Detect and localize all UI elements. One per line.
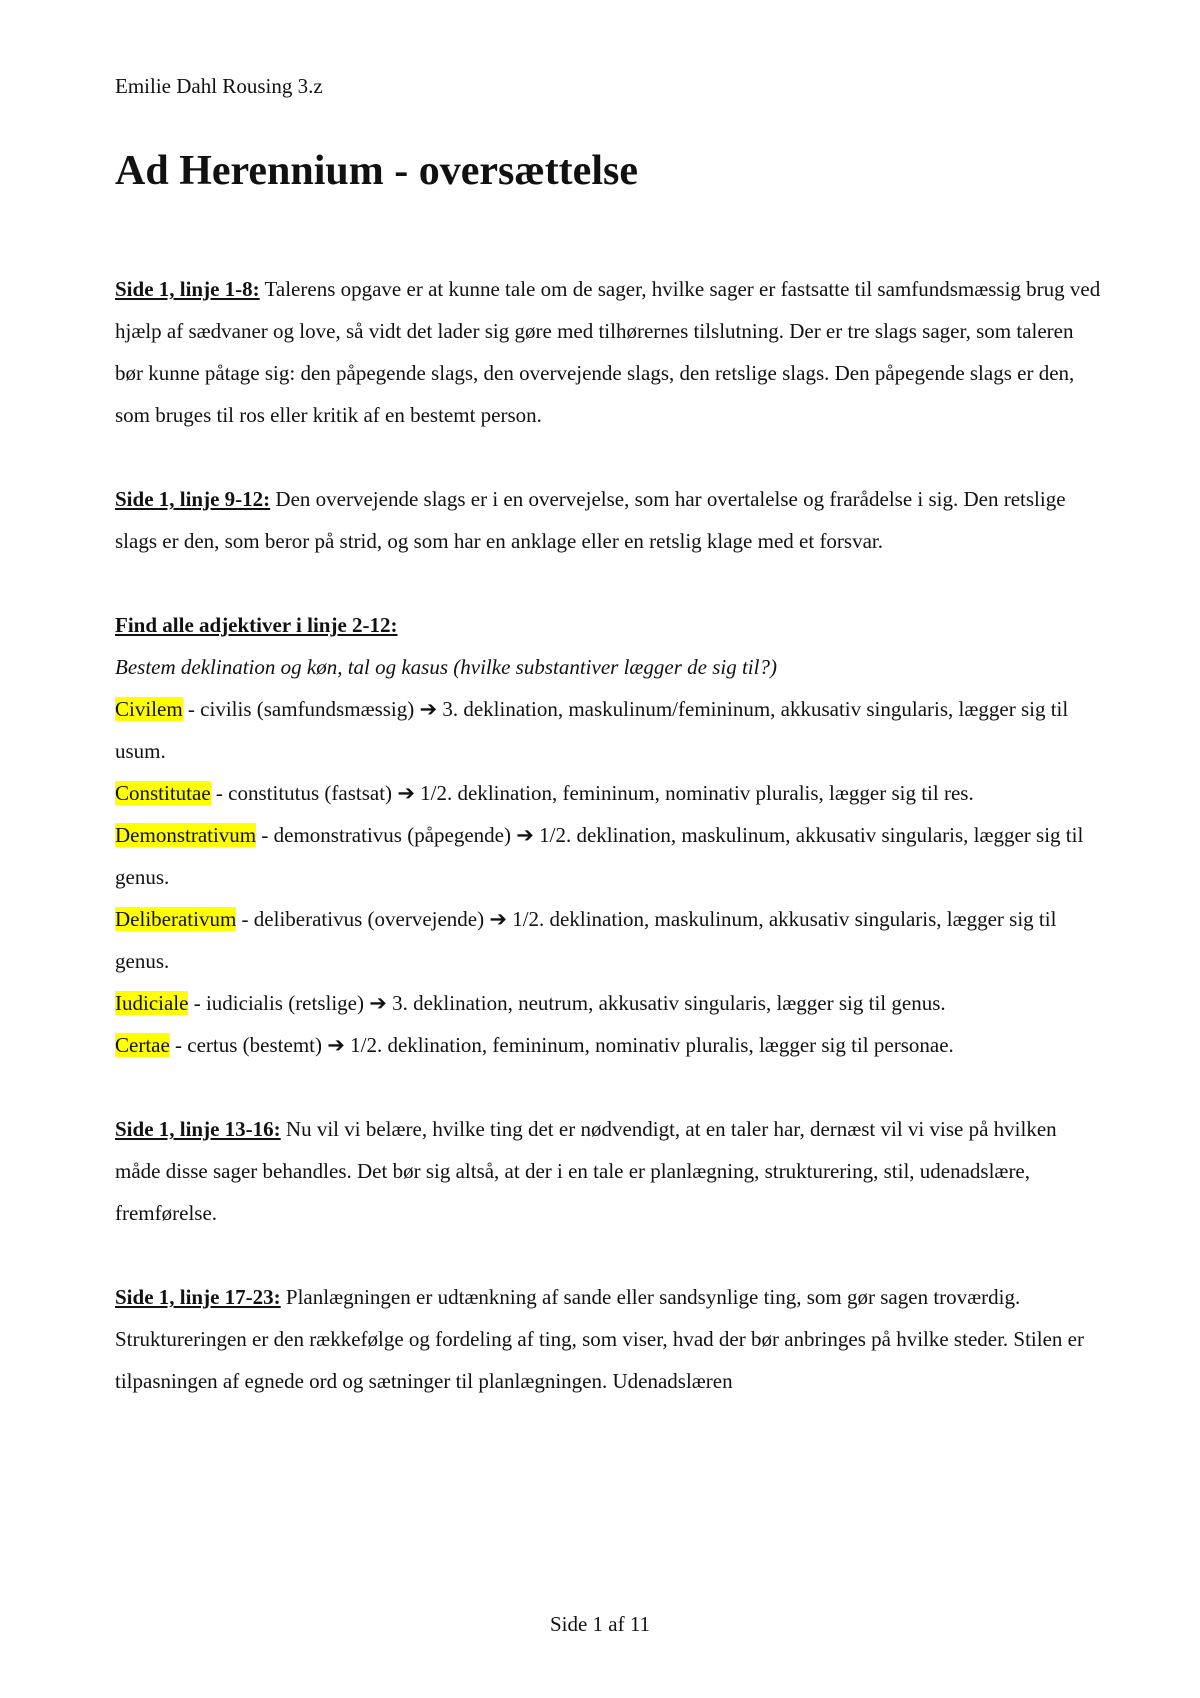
arrow-icon: ➔ xyxy=(489,907,507,931)
section-label: Side 1, linje 13-16: xyxy=(115,1117,281,1141)
section-text: Nu vil vi belære, hvilke ting det er nødvendigt, at en taler har, dernæst vil vi vise på hvilken måde disse sager behandles. Det bør sig altså, at der i en tale er planlægning, strukturering, stil, udenadslære, fremførelse. xyxy=(115,1117,1057,1225)
page-footer-number: Side 1 af 11 xyxy=(549,1612,651,1636)
arrow-icon: ➔ xyxy=(419,697,438,721)
highlighted-word: Civilem xyxy=(115,697,183,721)
arrow-icon: ➔ xyxy=(327,1033,345,1057)
adjective-item: Deliberativum - deliberativus (overvejende) ➔ 1/2. deklination, maskulinum, akkusativ singularis, lægger sig til genus. xyxy=(115,907,1057,973)
adjective-item: Certae - certus (bestemt) ➔ 1/2. deklination, femininum, nominativ pluralis, lægger sig til personae. xyxy=(115,1033,954,1057)
section-text: Planlægningen er udtænkning af sande eller sandsynlige ting, som gør sagen troværdig. Struktureringen er den rækkefølge og fordeling af ting, som viser, hvad der bør anbringes på hvilke steder. Stilen er tilpasningen af egnede ord og sætninger til planlægningen. Udenadslæren xyxy=(115,1285,1084,1393)
adjective-item: Demonstrativum - demonstrativus (påpegende) ➔ 1/2. deklination, maskulinum, akkusativ singularis, lægger sig til genus. xyxy=(115,823,1084,889)
highlighted-word: Certae xyxy=(115,1033,170,1057)
highlighted-word: Deliberativum xyxy=(115,907,237,931)
section-text: Talerens opgave er at kunne tale om de sager, hvilke sager er fastsatte til samfundsmæssig brug ved hjælp af sædvaner og love, så vidt det lader sig gøre med tilhørernes tilslutning. Der er tre slags sager, som taleren bør kunne påtage sig: den påpegende slags, den overvejende slags, den retslige slags. Den påpegende slags er den, som bruges til ros eller kritik af en bestemt person. xyxy=(115,277,1101,427)
arrow-icon: ➔ xyxy=(397,781,415,805)
section-text: Den overvejende slags er i en overvejelse, som har overtalelse og frarådelse i sig. Den retslige slags er den, som beror på strid, og som har en anklage eller en retslig klage med et forsvar. xyxy=(115,487,1066,553)
highlighted-word: Iudiciale xyxy=(115,991,189,1015)
section-label: Side 1, linje 9-12: xyxy=(115,487,271,511)
adjective-item: Civilem - civilis (samfundsmæssig) ➔ 3. deklination, maskulinum/femininum, akkusativ singularis, lægger sig til usum. xyxy=(115,697,1069,763)
adjective-item: Iudiciale - iudicialis (retslige) ➔ 3. deklination, neutrum, akkusativ singularis, lægger sig til genus. xyxy=(115,991,946,1015)
paragraph-side1-linje13-16 xyxy=(115,1108,1105,1234)
paragraph-side1-linje17-23 xyxy=(115,1276,1105,1402)
arrow-icon: ➔ xyxy=(369,991,387,1015)
paragraph-side1-linje1-8 xyxy=(115,268,1105,436)
document-title: Ad Herennium - oversættelse xyxy=(115,148,638,194)
section-label: Side 1, linje 1-8: xyxy=(115,277,260,301)
paragraph-side1-linje9-12 xyxy=(115,478,1105,562)
page-header-author: Emilie Dahl Rousing 3.z xyxy=(115,74,323,98)
highlighted-word: Demonstrativum xyxy=(115,823,257,847)
adjectives-heading: Find alle adjektiver i linje 2-12: xyxy=(115,613,398,637)
highlighted-word: Constitutae xyxy=(115,781,211,805)
adjective-item: Constitutae - constitutus (fastsat) ➔ 1/2. deklination, femininum, nominativ pluralis, lægger sig til res. xyxy=(115,781,974,805)
adjectives-subheading: Bestem deklination og køn, tal og kasus (hvilke substantiver lægger de sig til?) xyxy=(115,655,777,679)
section-label: Side 1, linje 17-23: xyxy=(115,1285,281,1309)
arrow-icon: ➔ xyxy=(516,823,534,847)
document-body xyxy=(115,268,1105,1402)
